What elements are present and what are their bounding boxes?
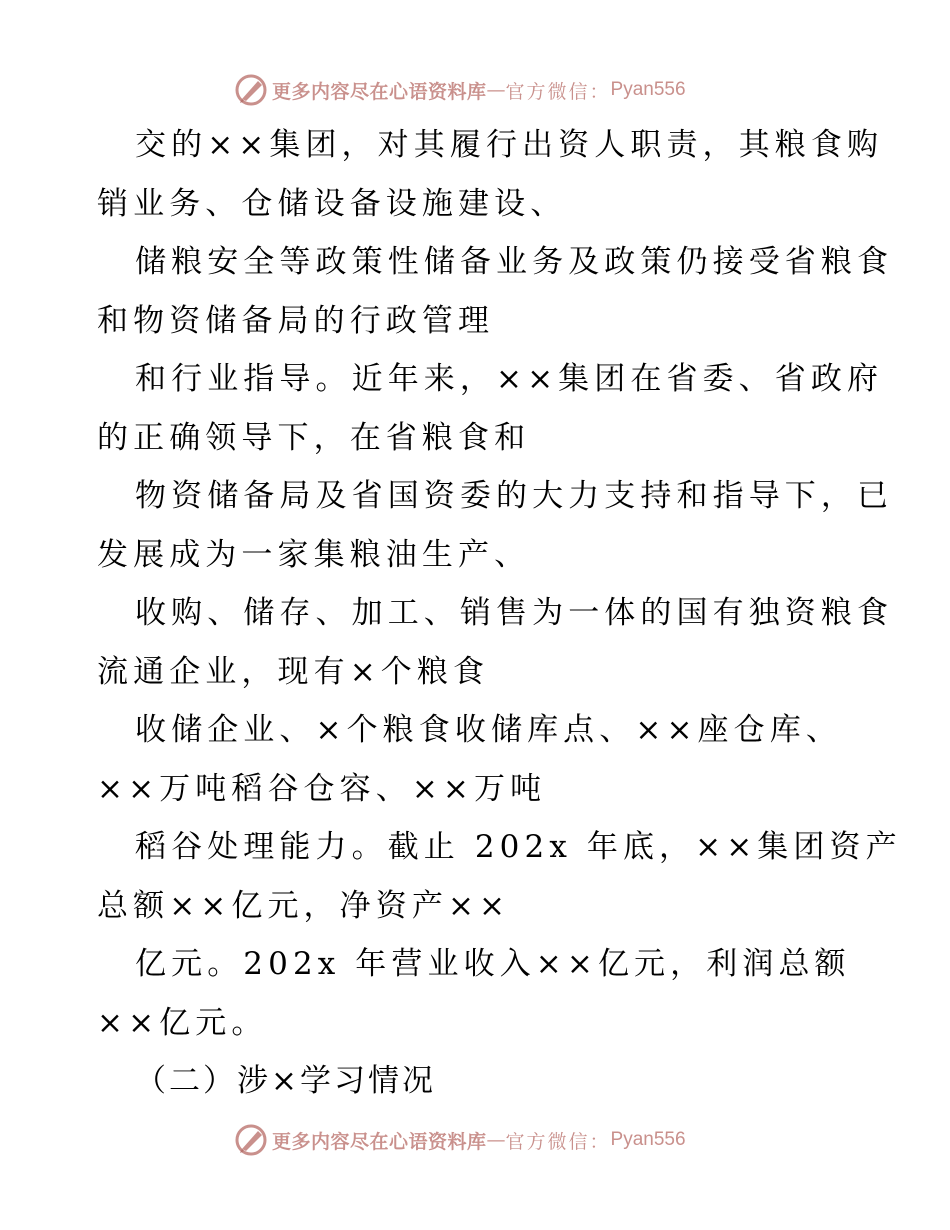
section-heading: （二）涉×学习情况 xyxy=(135,1063,436,1099)
paragraph-line: ××亿元。 xyxy=(97,1004,268,1041)
watermark-dash: — xyxy=(486,1129,506,1151)
paragraph-line: 和物资储备局的行政管理 xyxy=(97,302,495,339)
watermark-dash: — xyxy=(486,79,506,101)
paragraph-line: 物资储备局及省国资委的大力支持和指导下，已 xyxy=(135,478,894,514)
paragraph-line: 收购、储存、加工、销售为一体的国有独资粮食 xyxy=(135,595,894,631)
paragraph-line: 总额××亿元，净资产×× xyxy=(97,887,511,924)
paragraph-line: 稻谷处理能力。截止 202x 年底，××集团资产 xyxy=(135,829,902,865)
paragraph-line: ××万吨稻谷仓容、××万吨 xyxy=(97,770,547,807)
watermark-wechat-label: 官方微信： xyxy=(505,80,611,103)
pen-logo-icon xyxy=(234,1123,268,1157)
watermark-wechat-label: 官方微信： xyxy=(505,1130,611,1153)
watermark-main-text: 更多内容尽在心语资料库 xyxy=(272,1130,487,1153)
document-body xyxy=(97,116,902,1111)
paragraph-line: 发展成为一家集粮油生产、 xyxy=(97,536,531,573)
paragraph-line: 收储企业、×个粮食收储库点、××座仓库、 xyxy=(135,712,842,748)
paragraph-line: 销业务、仓储设备设施建设、 xyxy=(97,185,567,222)
watermark-wechat-id: Pyan556 xyxy=(610,1129,686,1150)
paragraph-line: 交的××集团，对其履行出资人职责，其粮食购 xyxy=(135,127,884,163)
paragraph-line: 和行业指导。近年来，××集团在省委、省政府 xyxy=(135,361,884,397)
paragraph-line: 流通企业，现有×个粮食 xyxy=(97,653,490,690)
pen-logo-icon xyxy=(234,73,268,107)
paragraph-line: 亿元。202x 年营业收入××亿元，利润总额 xyxy=(135,946,851,982)
paragraph-line: 储粮安全等政策性储备业务及政策仍接受省粮食 xyxy=(135,244,894,280)
watermark-header xyxy=(234,72,686,108)
watermark-main-text: 更多内容尽在心语资料库 xyxy=(272,80,487,103)
watermark-footer xyxy=(234,1122,686,1158)
watermark-wechat-id: Pyan556 xyxy=(610,79,686,100)
paragraph-line: 的正确领导下，在省粮食和 xyxy=(97,419,531,456)
